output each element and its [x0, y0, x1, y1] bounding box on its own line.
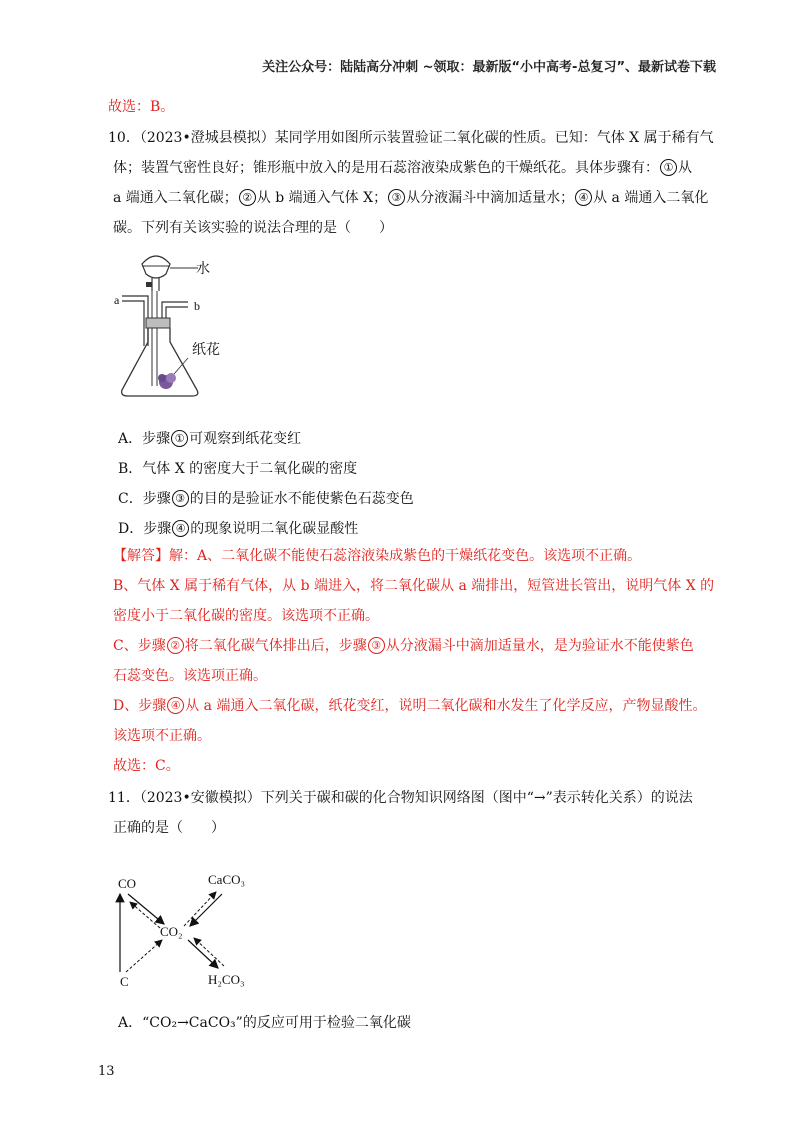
arrow-co2-to-co	[130, 902, 160, 928]
q11-option-a[interactable]: A．“CO₂→CaCO₃”的反应可用于检验二氧化碳	[118, 1015, 411, 1031]
arrow-co2-to-h2co3	[188, 940, 218, 968]
arrow-h2co3-to-co2	[194, 938, 224, 966]
q11-line-2: 正确的是（ ）	[113, 820, 225, 836]
rubber-stopper	[146, 318, 170, 328]
carbon-network-diagram	[108, 868, 268, 998]
node-co2: CO₂	[160, 924, 183, 939]
arrow-co-to-co2	[128, 894, 164, 924]
q10-option-c[interactable]: C．步骤 ③ 的目的是验证水不能使紫色石蕊变色	[118, 491, 414, 507]
label-b: b	[194, 299, 200, 313]
separatory-funnel	[142, 256, 170, 278]
apparatus-figure	[108, 246, 248, 406]
analysis-line-3: 密度小于二氧化碳的密度。该选项不正确。	[113, 608, 379, 624]
step-1-marker: ①	[660, 159, 677, 176]
conical-flask	[122, 328, 198, 396]
arrow-caco3-to-co2	[190, 894, 222, 926]
arrow-c-to-co2	[126, 940, 162, 972]
paper-flower-label: 纸花	[192, 343, 220, 358]
q10-line-2: 体；装置气密性良好；锥形瓶中放入的是用石蕊溶液染成紫色的干燥纸花。具体步骤有： ① 从	[113, 160, 692, 176]
page-header: 关注公众号：陆陆高分冲刺 ~领取：最新版“小中高考-总复习”、最新试卷下载	[262, 60, 716, 75]
arrow-co2-to-caco3	[184, 892, 216, 926]
stopcock	[146, 282, 152, 287]
q10-option-a[interactable]: A．步骤 ① 可观察到纸花变红	[118, 431, 302, 447]
analysis-line-6: D、步骤 ④ 从 a 端通入二氧化碳，纸花变红，说明二氧化碳和水发生了化学反应，产物显酸性。	[113, 698, 707, 714]
q10-line-1: 10．（2023•澄城县模拟）某同学用如图所示装置验证二氧化碳的性质。已知：气体 X 属于稀有气	[108, 130, 714, 146]
q10-line-3: a 端通入二氧化碳； ② 从 b 端通入气体 X； ③ 从分液漏斗中滴加适量水； ④ 从 a 端通入二氧化	[113, 190, 709, 206]
node-caco3: CaCO₃	[208, 872, 246, 887]
analysis-line-5: 石蕊变色。该选项正确。	[113, 668, 267, 684]
water-label: 水	[196, 262, 210, 277]
analysis-line-1: 【解答】解：A、二氧化碳不能使石蕊溶液染成紫色的干燥纸花变色。该选项不正确。	[113, 548, 642, 564]
prev-answer: 故选：B。	[108, 99, 175, 115]
q10-option-d[interactable]: D．步骤 ④ 的现象说明二氧化碳显酸性	[118, 521, 359, 537]
node-co: CO	[118, 876, 137, 891]
page-number: 13	[98, 1064, 115, 1079]
q10-answer: 故选：C。	[113, 758, 180, 774]
q10-option-b[interactable]: B．气体 X 的密度大于二氧化碳的密度	[118, 461, 358, 477]
analysis-line-4: C、步骤 ② 将二氧化碳气体排出后，步骤 ③ 从分液漏斗中滴加适量水，是为验证水不能使紫色	[113, 638, 694, 654]
q10-line-4: 碳。下列有关该实验的说法合理的是（ ）	[113, 220, 393, 236]
node-h2co3: H₂CO₃	[208, 972, 245, 987]
analysis-line-2: B、气体 X 属于稀有气体，从 b 端进入，将二氧化碳从 a 端排出，短管进长管出，说明气体 X 的	[113, 578, 715, 594]
q11-line-1: 11．（2023•安徽模拟）下列关于碳和碳的化合物知识网络图（图中“→”表示转化关系）的说法	[108, 790, 693, 806]
label-a: a	[114, 293, 120, 307]
node-c: C	[120, 974, 129, 989]
analysis-line-7: 该选项不正确。	[113, 728, 211, 744]
